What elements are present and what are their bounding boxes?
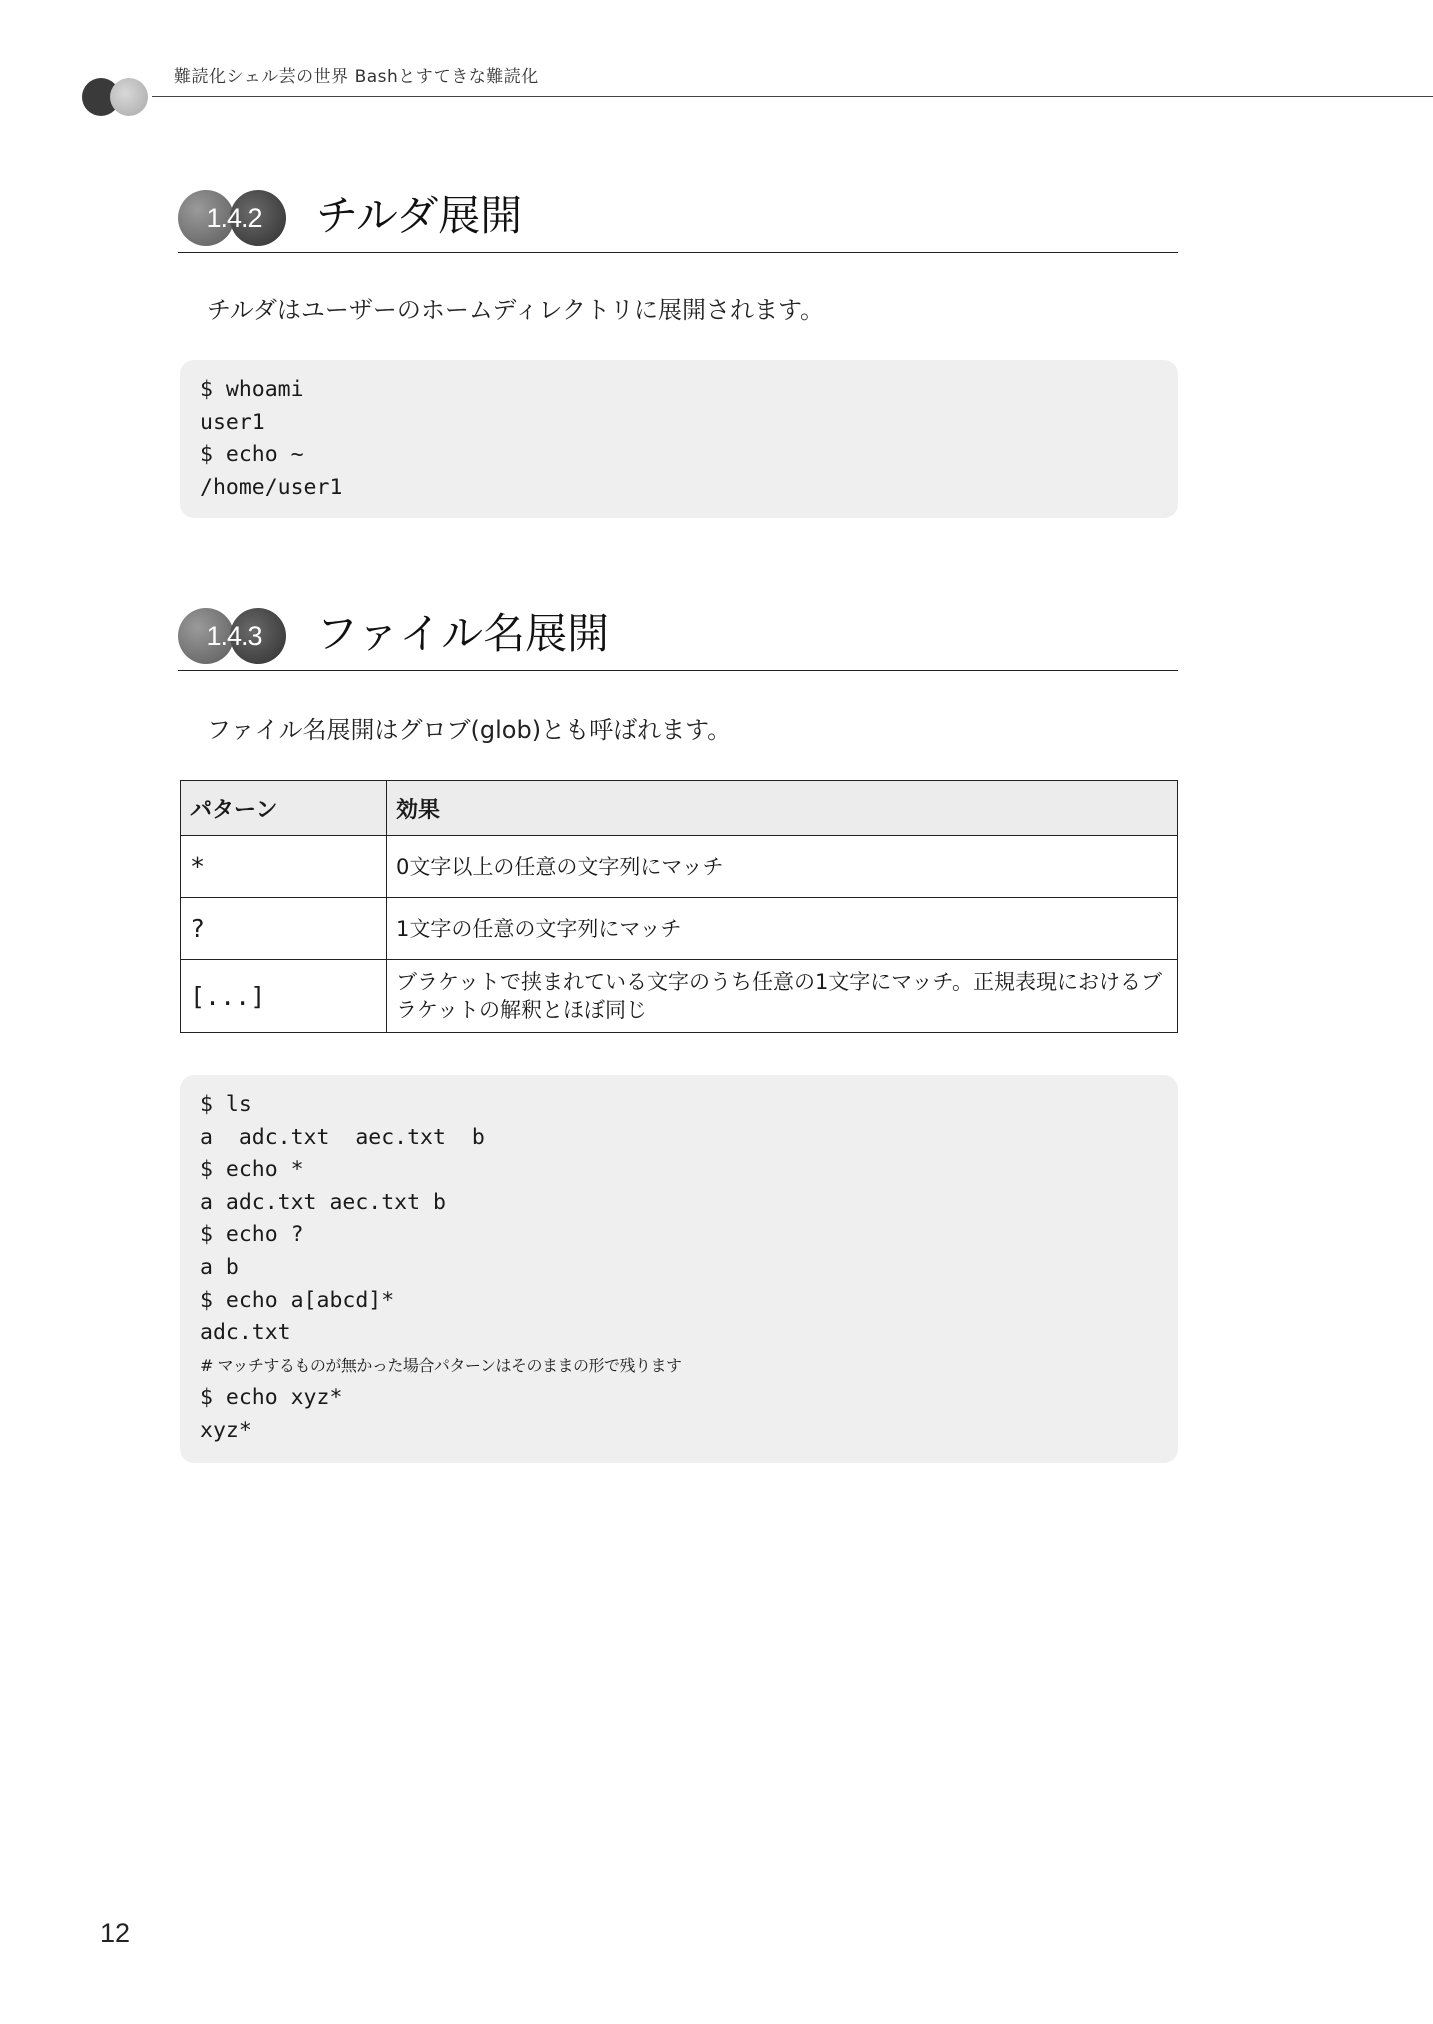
section-number: 1.4.3 bbox=[206, 621, 262, 651]
code-comment-line: # マッチするものが無かった場合パターンはそのままの形で残ります bbox=[200, 1355, 682, 1375]
effect-cell: ブラケットで挟まれている文字のうち任意の1文字にマッチ。正規表現におけるブラケットの解釈とほぼ同じ bbox=[387, 960, 1178, 1033]
table-row bbox=[181, 960, 1178, 1033]
code-line: a adc.txt aec.txt b bbox=[200, 1189, 446, 1215]
section-paragraph: チルダはユーザーのホームディレクトリに展開されます。 bbox=[207, 296, 825, 324]
table-row bbox=[181, 836, 1178, 898]
page-number: 12 bbox=[100, 1918, 131, 1948]
code-line: $ whoami bbox=[200, 377, 304, 402]
table-header-cell: 効果 bbox=[387, 781, 1178, 836]
code-line: $ echo xyz* bbox=[200, 1385, 343, 1411]
code-line: $ echo ~ bbox=[200, 442, 304, 468]
effect-cell: 1文字の任意の文字列にマッチ bbox=[387, 898, 1178, 960]
section-number-badge bbox=[178, 190, 290, 246]
section-number-badge bbox=[178, 608, 290, 664]
code-line: $ ls bbox=[200, 1092, 252, 1117]
section-heading-1-4-2 bbox=[178, 186, 1178, 253]
header-dot-light bbox=[110, 78, 148, 116]
running-header bbox=[82, 58, 1433, 116]
section-heading-1-4-3 bbox=[178, 604, 1178, 671]
table-header-row bbox=[181, 781, 1178, 836]
glob-pattern-table bbox=[180, 780, 1178, 1033]
code-line: /home/user1 bbox=[200, 474, 343, 500]
pattern-cell: ? bbox=[181, 898, 387, 960]
code-block-tilde bbox=[180, 360, 1178, 518]
pattern-cell: * bbox=[181, 836, 387, 898]
header-rule bbox=[152, 96, 1433, 97]
section-paragraph: ファイル名展開はグロブ(glob)とも呼ばれます。 bbox=[207, 716, 732, 744]
table-header-cell: パターン bbox=[181, 781, 387, 836]
running-header-title: 難読化シェル芸の世界 Bashとすてきな難読化 bbox=[174, 67, 539, 87]
section-title: チルダ展開 bbox=[316, 191, 523, 240]
code-line: $ echo ? bbox=[200, 1222, 304, 1248]
code-line: $ echo * bbox=[200, 1157, 304, 1183]
code-line: adc.txt bbox=[200, 1320, 291, 1346]
effect-cell: 0文字以上の任意の文字列にマッチ bbox=[387, 836, 1178, 898]
section-number: 1.4.2 bbox=[206, 203, 262, 233]
code-line: user1 bbox=[200, 409, 265, 435]
code-line: a b bbox=[200, 1254, 239, 1280]
code-block-glob bbox=[180, 1075, 1178, 1463]
code-line: xyz* bbox=[200, 1417, 252, 1443]
pattern-cell: [...] bbox=[181, 960, 387, 1033]
table-row bbox=[181, 898, 1178, 960]
header-dots-decoration bbox=[82, 78, 152, 116]
section-title: ファイル名展開 bbox=[316, 609, 610, 658]
code-line: $ echo a[abcd]* bbox=[200, 1287, 395, 1313]
code-line: a adc.txt aec.txt b bbox=[200, 1124, 485, 1150]
